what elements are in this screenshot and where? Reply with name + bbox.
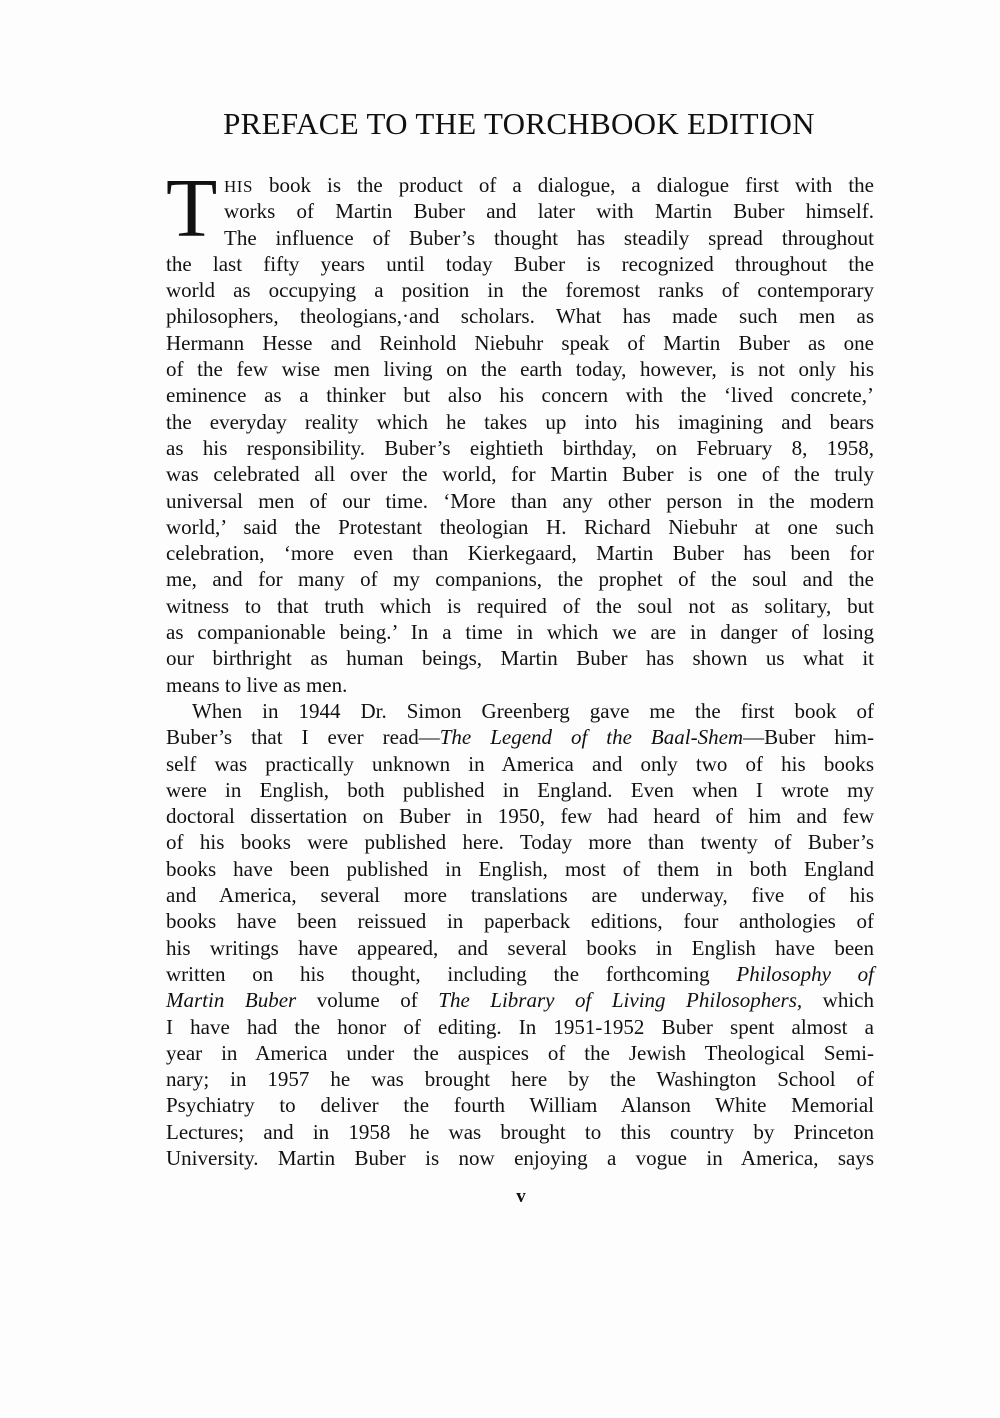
text-segment: book is the product of a dialogue, a dialogue first with the (252, 173, 874, 197)
text-line: I have had the honor of editing. In 1951-1952 Buber spent almost a (166, 1014, 874, 1039)
text-line: the last fifty years until today Buber is recognized throughout the (166, 251, 874, 276)
text-line: year in America under the auspices of the Jewish Theological Semi- (166, 1040, 874, 1065)
text-line (166, 724, 874, 750)
text-line: means to live as men. (166, 672, 348, 697)
text-line: Hermann Hesse and Reinhold Niebuhr speak of Martin Buber as one (166, 330, 874, 355)
text-line: of his books were published here. Today more than twenty of Buber’s (166, 830, 874, 855)
text-line: were in English, both published in England. Even when I wrote my (166, 777, 874, 802)
small-caps-word: HIS (224, 177, 253, 196)
text-segment: written on his thought, including the forthcoming (166, 961, 737, 986)
text-line (166, 961, 874, 987)
book-title-italic: The Legend of the Baal-Shem (439, 725, 744, 750)
text-segment: which (802, 988, 875, 1013)
book-title-italic: Martin Buber (166, 988, 297, 1013)
text-line: universal men of our time. ‘More than any other person in the modern (166, 488, 874, 513)
text-line: The influence of Buber’s thought has steadily spread throughout (224, 225, 874, 250)
text-line: world as occupying a position in the foremost ranks of contemporary (166, 278, 874, 303)
text-line: celebration, ‘more even than Kierkegaard, Martin Buber has been for (166, 541, 874, 566)
text-line: books have been reissued in paperback editions, four anthologies of (166, 909, 874, 934)
text-line: the everyday reality which he takes up into his imagining and bears (166, 409, 874, 434)
text-line: Lectures; and in 1958 he was brought to this country by Princeton (166, 1119, 874, 1144)
text-line: philosophers, theologians,·and scholars. What has made such men as (166, 304, 874, 329)
text-line: his writings have appeared, and several books in English have been (166, 935, 874, 960)
text-line: nary; in 1957 he was brought here by the Washington School of (166, 1067, 874, 1092)
text-line: witness to that truth which is required of the soul not as solitary, but (166, 593, 874, 618)
text-segment: volume of (296, 988, 439, 1013)
text-segment: —Buber him- (743, 725, 875, 750)
text-segment: Buber’s that I ever read— (166, 725, 440, 750)
text-line: books have been published in English, most of them in both England (166, 856, 874, 881)
page-title: PREFACE TO THE TORCHBOOK EDITION (223, 106, 815, 141)
text-line (166, 987, 874, 1013)
text-line: eminence as a thinker but also his concern with the ‘lived concrete,’ (166, 383, 874, 408)
text-line: was celebrated all over the world, for Martin Buber is one of the truly (166, 462, 874, 487)
text-line: University. Martin Buber is now enjoying a vogue in America, says (166, 1145, 874, 1170)
text-line: as companionable being.’ In a time in which we are in danger of losing (166, 620, 874, 645)
text-line: When in 1944 Dr. Simon Greenberg gave me the first book of (192, 698, 874, 723)
text-line: as his responsibility. Buber’s eightieth birthday, on February 8, 1958, (166, 435, 874, 460)
book-title-italic: The Library of Living Philosophers, (438, 988, 803, 1013)
text-line (166, 172, 874, 198)
text-line: self was practically unknown in America and only two of his books (166, 751, 874, 776)
text-line: world,’ said the Protestant theologian H. Richard Niebuhr at one such (166, 514, 874, 539)
page-number: v (516, 1186, 526, 1207)
text-line: doctoral dissertation on Buber in 1950, few had heard of him and few (166, 804, 874, 829)
book-title-italic: Philosophy of (736, 961, 874, 986)
text-line: our birthright as human beings, Martin Buber has shown us what it (166, 646, 874, 671)
drop-cap: T (166, 162, 218, 255)
text-line: me, and for many of my companions, the prophet of the soul and the (166, 567, 874, 592)
text-line: and America, several more translations are underway, five of his (166, 883, 874, 908)
text-line: works of Martin Buber and later with Martin Buber himself. (224, 199, 874, 224)
text-line: of the few wise men living on the earth today, however, is not only his (166, 357, 874, 382)
body-text (166, 162, 875, 1171)
text-line: Psychiatry to deliver the fourth William Alanson White Memorial (166, 1093, 874, 1118)
